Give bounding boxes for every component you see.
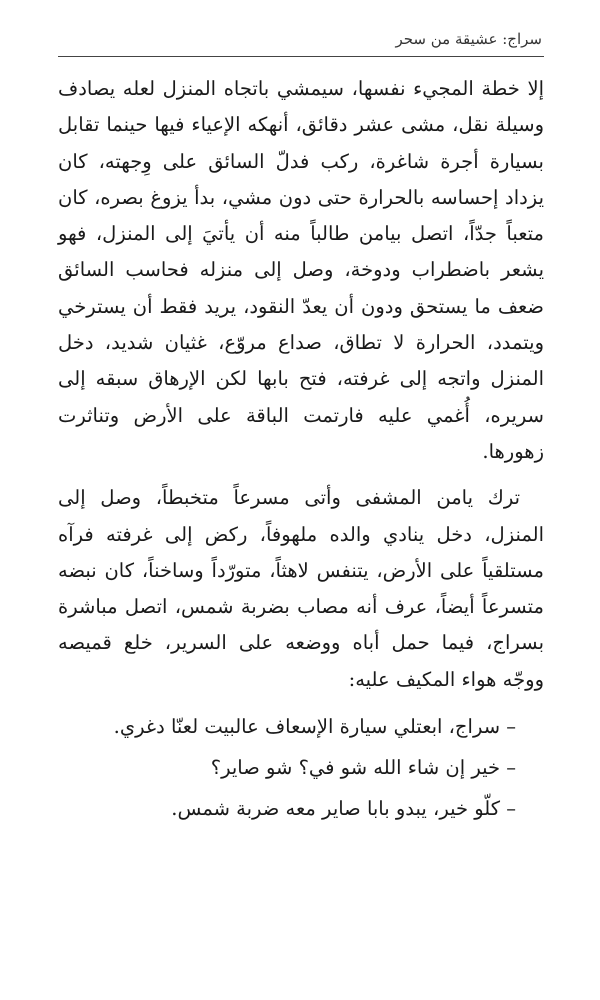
page-body: [58, 71, 544, 827]
dialogue-line-2: – خير إن شاء الله شو في؟ شو صاير؟: [210, 756, 516, 780]
header-rule: [58, 56, 544, 57]
paragraph-2: ترك يامن المشفى وأتى مسرعاً متخبطاً، وصل إلى المنزل، دخل ينادي والده ملهوفاً، ركض إلى غرفته فرآه مستلقياً على الأرض، يتنفس لاهثاً، متورّداً وساخناً، كان نبضه متسرعاً أيضاً، عرف أنه مصاب بضربة شمس، اتصل مباشرة بسراج، فيما حمل أباه ووضعه على السرير، خلع قميصه ووجّه هواء المكيف عليه:: [58, 486, 544, 691]
paragraph-1: إلا خطة المجيء نفسها، سيمشي باتجاه المنزل لعله يصادف وسيلة نقل، مشى عشر دقائق، أنهكه الإعياء فيها حينما تقابل بسيارة أجرة شاغرة، ركب فدلّ السائق على وِجهته، كان يزداد إحساسه بالحرارة حتى دون مشي، بدأ يزوغ بصره، كان متعباً جدّاً، اتصل بيامن طالباً منه أن يأتيَ إلى المنزل، فهو يشعر باضطراب ودوخة، وصل إلى منزله فحاسب السائق ضعف ما يستحق ودون أن يعدّ النقود، يريد فقط أن يسترخي ويتمدد، الحرارة لا تطاق، صداع مروّع، غثيان شديد، دخل المنزل واتجه إلى غرفته، فتح بابها لكن الإرهاق سبقه إلى سريره، أُغمي عليه فارتمت الباقة على الأرض وتناثرت زهورها.: [58, 77, 544, 463]
dialogue-line-1: – سراج، ابعتلي سيارة الإسعاف عالبيت لعنّا دغري.: [113, 715, 516, 739]
dialogue-line-3: – كلّو خير، يبدو بابا صاير معه ضربة شمس.: [171, 797, 516, 821]
dialogue-list: [58, 708, 544, 827]
running-header: سراج: عشيقة من سحر: [395, 30, 542, 48]
